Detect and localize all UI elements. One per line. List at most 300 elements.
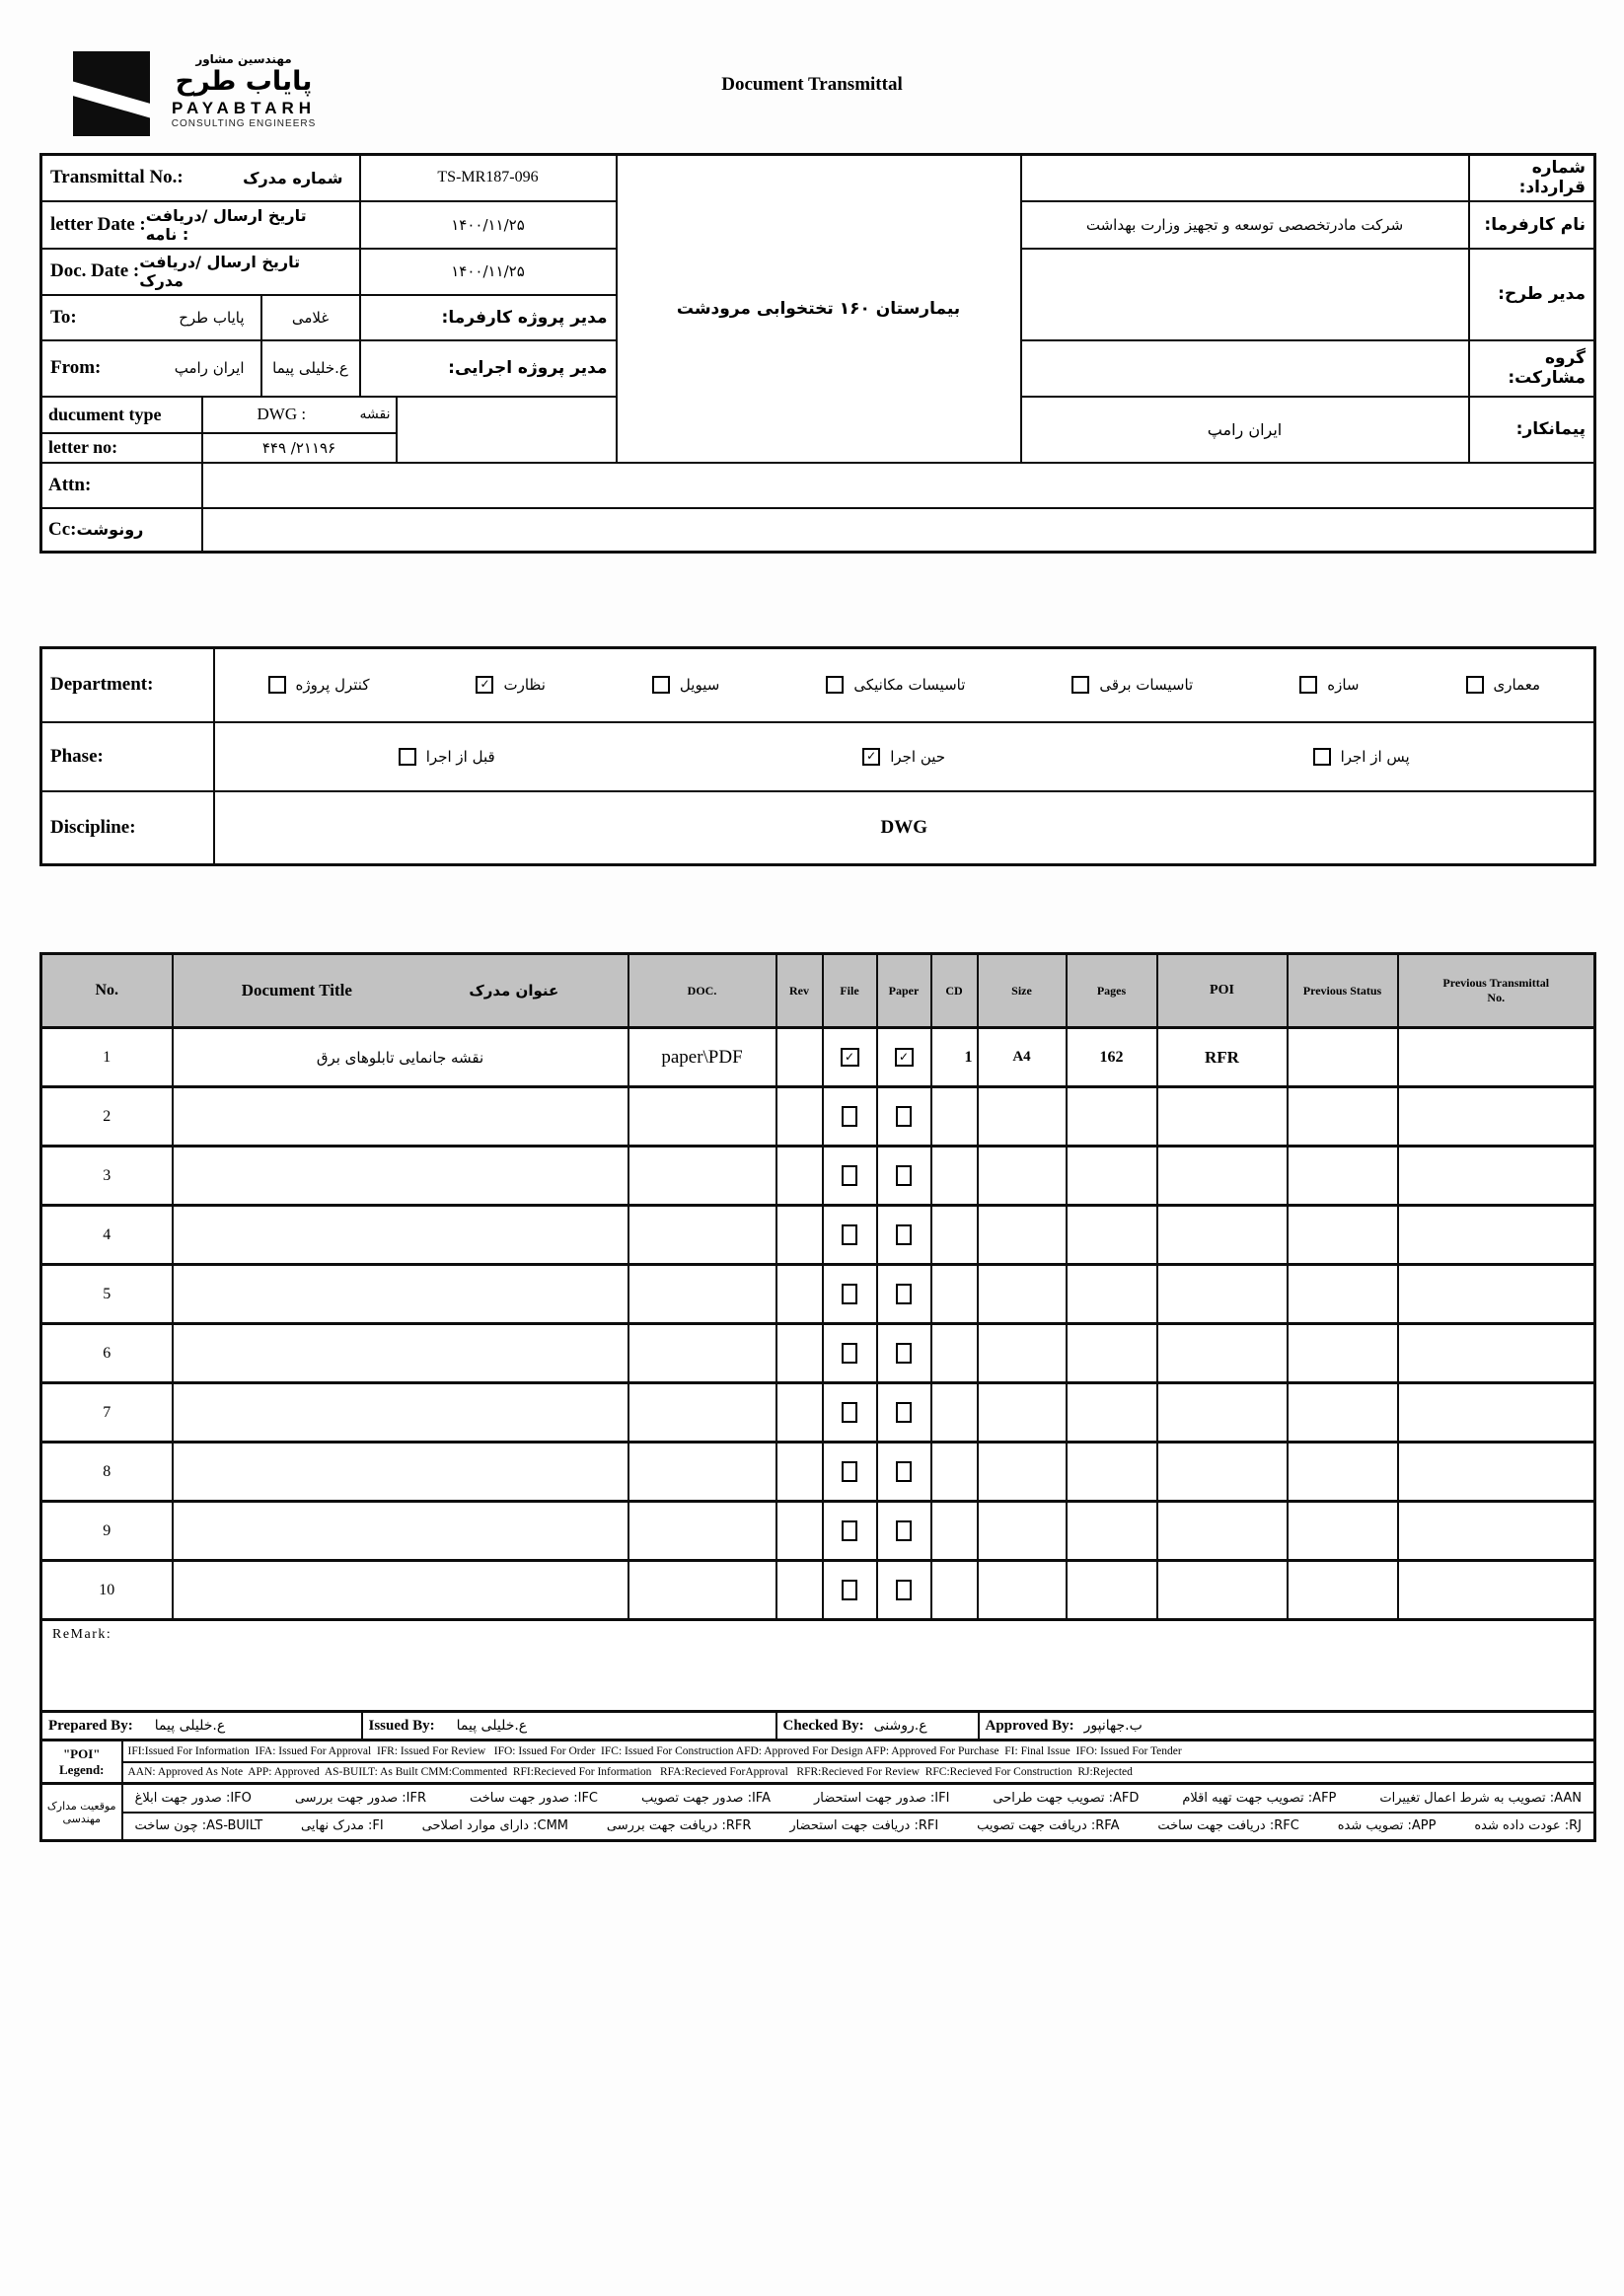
from-cell — [41, 340, 261, 397]
cell-doc-row9 — [628, 1502, 776, 1561]
letter-no-value: ۴۴۹ /۲۱۱۹۶ — [202, 433, 397, 463]
header-file: File — [823, 954, 877, 1028]
letter-no-label: letter no: — [48, 437, 118, 457]
cell-cd-row2 — [931, 1087, 978, 1147]
cell-pages-row6 — [1067, 1324, 1157, 1383]
from-person: ع.خلیلی پیما — [261, 340, 360, 397]
department-option-label: سازه — [1327, 676, 1360, 695]
cell-rev-row5 — [776, 1265, 823, 1324]
header-no: No. — [41, 954, 173, 1028]
contract-no-label: شماره قرارداد: — [1469, 155, 1595, 201]
file-checkbox-checked[interactable]: ✓ — [841, 1048, 859, 1067]
cell-paper-row9 — [877, 1502, 931, 1561]
cell-doc-row4 — [628, 1206, 776, 1265]
logo-fa-small: مهندسین مشاور — [195, 52, 292, 66]
cell-pages-row9 — [1067, 1502, 1157, 1561]
checked-by-value: ع.روشنی — [873, 1718, 927, 1734]
department-option-1[interactable] — [1299, 676, 1359, 694]
cell-prev_status-row4 — [1288, 1206, 1398, 1265]
department-option-4[interactable] — [652, 676, 719, 694]
logo-company-subtitle: CONSULTING ENGINEERS — [171, 117, 317, 129]
cell-prev_no-row2 — [1398, 1087, 1595, 1147]
header-size: Size — [978, 954, 1067, 1028]
cell-prev_no-row7 — [1398, 1383, 1595, 1443]
phase-options — [215, 748, 1594, 766]
contractor-label: پیمانکار: — [1469, 397, 1595, 463]
phase-option-2[interactable] — [399, 748, 495, 766]
cell-cd-row8 — [931, 1443, 978, 1502]
document-row-8 — [41, 1443, 1595, 1502]
poi-fa-entry: AS-BUILT: چون ساخت — [134, 1818, 263, 1834]
cell-title-row4 — [173, 1206, 628, 1265]
project-name: بیمارستان ۱۶۰ تختخوابی مرودشت — [617, 155, 1021, 463]
cell-poi-row7 — [1157, 1383, 1288, 1443]
cell-prev_status-row6 — [1288, 1324, 1398, 1383]
document-row-7 — [41, 1383, 1595, 1443]
cell-no-row5: 5 — [41, 1265, 173, 1324]
cell-file-row7 — [823, 1383, 877, 1443]
cell-doc-row5 — [628, 1265, 776, 1324]
cell-no-row3: 3 — [41, 1147, 173, 1206]
phase-option-1[interactable] — [862, 748, 945, 766]
header-title — [173, 954, 628, 1028]
file-checkbox[interactable] — [842, 1580, 857, 1600]
issued-by-cell — [362, 1712, 776, 1741]
cell-doc-row7 — [628, 1383, 776, 1443]
file-checkbox[interactable] — [842, 1106, 857, 1127]
cell-title-row6 — [173, 1324, 628, 1383]
department-options — [215, 676, 1594, 694]
attn-value — [202, 463, 1595, 508]
cell-file-row8 — [823, 1443, 877, 1502]
cell-cd-row1: 1 — [931, 1028, 978, 1087]
cell-title-row7 — [173, 1383, 628, 1443]
cell-paper-row7 — [877, 1383, 931, 1443]
info-gap-cell — [397, 397, 617, 463]
remark-cell: ReMark: — [41, 1620, 1595, 1727]
file-checkbox[interactable] — [842, 1520, 857, 1541]
transmittal-no-label-cell — [41, 155, 360, 201]
jv-group-value — [1021, 340, 1469, 397]
cell-rev-row3 — [776, 1147, 823, 1206]
cell-pages-row4 — [1067, 1206, 1157, 1265]
cell-paper-row2 — [877, 1087, 931, 1147]
cell-poi-row10 — [1157, 1561, 1288, 1620]
poi-fa-entry: FI: مدرک نهایی — [301, 1818, 384, 1834]
cell-prev_no-row4 — [1398, 1206, 1595, 1265]
poi-fa-entry: AFD: تصویب جهت طراحی — [993, 1790, 1140, 1806]
cc-value — [202, 508, 1595, 553]
cell-pages-row2 — [1067, 1087, 1157, 1147]
cell-no-row6: 6 — [41, 1324, 173, 1383]
to-person: غلامی — [261, 295, 360, 340]
department-option-6[interactable] — [268, 676, 370, 694]
department-option-2[interactable] — [1071, 676, 1193, 694]
poi-legend-en-line1: IFI:Issued For Information IFA: Issued For Approval IFR: Issued For Review IFO: Issued For Order IFC: Issued For Construction AFD: Approved For Design AFP: Approved For Purchase FI: Final Issue IFO: Issued For Tender — [122, 1741, 1595, 1762]
document-row-6 — [41, 1324, 1595, 1383]
header-title-en: Document Title — [241, 981, 352, 1000]
department-checkbox-checked[interactable]: ✓ — [476, 676, 493, 694]
header-prev-status: Previous Status — [1288, 954, 1398, 1028]
client-name-label: نام کارفرما: — [1469, 201, 1595, 249]
cell-size-row10 — [978, 1561, 1067, 1620]
cell-prev_status-row1 — [1288, 1028, 1398, 1087]
department-checkbox[interactable] — [652, 676, 670, 694]
poi-legend-fa-line1 — [123, 1791, 1594, 1806]
document-row-9 — [41, 1502, 1595, 1561]
paper-checkbox[interactable] — [896, 1580, 912, 1600]
document-row-10 — [41, 1561, 1595, 1620]
cell-prev_no-row1 — [1398, 1028, 1595, 1087]
prepared-by-value: ع.خلیلی پیما — [154, 1718, 226, 1734]
cell-paper-row5 — [877, 1265, 931, 1324]
cc-label-cell — [41, 508, 202, 553]
department-checkbox[interactable] — [268, 676, 286, 694]
header-cd: CD — [931, 954, 978, 1028]
cell-title-row10 — [173, 1561, 628, 1620]
poi-fa-entry: CMM: دارای موارد اصلاحی — [421, 1818, 569, 1834]
cell-poi-row2 — [1157, 1087, 1288, 1147]
document-row-3 — [41, 1147, 1595, 1206]
cell-title-row2 — [173, 1087, 628, 1147]
doc-type-value: DWG : — [257, 405, 307, 423]
cell-prev_status-row5 — [1288, 1265, 1398, 1324]
logo-company-name: PAYABTARH — [171, 98, 317, 117]
client-name-value: شرکت مادرتخصصی توسعه و تجهیز وزارت بهداشت — [1021, 201, 1469, 249]
document-row-1 — [41, 1028, 1595, 1087]
cell-prev_status-row2 — [1288, 1087, 1398, 1147]
contractor-value: ایران رامپ — [1021, 397, 1469, 463]
cell-rev-row1 — [776, 1028, 823, 1087]
transmittal-info-table — [39, 153, 1596, 554]
department-option-0[interactable] — [1466, 676, 1541, 694]
department-options-cell — [214, 648, 1595, 722]
header-doc: DOC. — [628, 954, 776, 1028]
page-title: Document Transmittal — [721, 74, 903, 95]
poi-legend-fa-line2 — [123, 1818, 1594, 1833]
department-checkbox[interactable] — [826, 676, 844, 694]
poi-legend-fa-table — [39, 1782, 1596, 1842]
paper-checkbox[interactable] — [896, 1224, 912, 1245]
logo-fa-big: پایاب طرح — [175, 65, 313, 97]
letter-no-label-cell — [41, 433, 202, 463]
cell-size-row5 — [978, 1265, 1067, 1324]
cell-cd-row3 — [931, 1147, 978, 1206]
jv-group-label: گروه مشارکت: — [1469, 340, 1595, 397]
cell-poi-row3 — [1157, 1147, 1288, 1206]
cell-no-row9: 9 — [41, 1502, 173, 1561]
cell-poi-row8 — [1157, 1443, 1288, 1502]
cell-rev-row9 — [776, 1502, 823, 1561]
file-checkbox[interactable] — [842, 1461, 857, 1482]
document-list-table — [39, 952, 1596, 1728]
cell-title-row1: نقشه جانمایی تابلوهای برق — [173, 1028, 628, 1087]
cell-file-row3 — [823, 1147, 877, 1206]
cell-prev_no-row9 — [1398, 1502, 1595, 1561]
cell-title-row9 — [173, 1502, 628, 1561]
classification-table — [39, 646, 1596, 866]
cell-file-row4 — [823, 1206, 877, 1265]
cell-paper-row10 — [877, 1561, 931, 1620]
cell-cd-row6 — [931, 1324, 978, 1383]
doc-type-value-fa: نقشه — [359, 407, 391, 422]
cell-paper-row4 — [877, 1206, 931, 1265]
header-paper: Paper — [877, 954, 931, 1028]
header-pages: Pages — [1067, 954, 1157, 1028]
letter-date-label-cell — [41, 201, 360, 249]
phase-label: Phase: — [41, 722, 214, 791]
document-row-4 — [41, 1206, 1595, 1265]
letter-date-value: ۱۴۰۰/۱۱/۲۵ — [360, 201, 617, 249]
poi-legend-label: "POI" Legend: — [41, 1741, 122, 1784]
cell-cd-row5 — [931, 1265, 978, 1324]
phase-option-0[interactable] — [1313, 748, 1410, 766]
cell-size-row8 — [978, 1443, 1067, 1502]
cell-rev-row7 — [776, 1383, 823, 1443]
cell-paper-row8 — [877, 1443, 931, 1502]
cell-prev_status-row8 — [1288, 1443, 1398, 1502]
cc-label-en: Cc: — [48, 518, 77, 540]
cell-doc-row8 — [628, 1443, 776, 1502]
poi-legend-fa-label: موقعیت مدارک مهندسی — [41, 1784, 122, 1841]
cell-paper-row6 — [877, 1324, 931, 1383]
department-checkbox[interactable] — [1071, 676, 1089, 694]
discipline-value: DWG — [214, 791, 1595, 865]
header-prev-transmittal: Previous Transmittal No. — [1398, 954, 1595, 1028]
cell-poi-row6 — [1157, 1324, 1288, 1383]
cell-doc-row10 — [628, 1561, 776, 1620]
poi-fa-entry: RFR: دریافت جهت بررسی — [606, 1818, 752, 1834]
cell-rev-row4 — [776, 1206, 823, 1265]
phase-checkbox[interactable] — [1313, 748, 1331, 766]
cell-poi-row1: RFR — [1157, 1028, 1288, 1087]
letter-date-label-fa: تاریخ ارسال /دریافت نامه : — [145, 205, 307, 244]
phase-option-label: قبل از اجرا — [425, 747, 495, 766]
cell-prev_status-row3 — [1288, 1147, 1398, 1206]
poi-fa-entry: RFC: دریافت جهت ساخت — [1157, 1818, 1299, 1834]
discipline-label: Discipline: — [41, 791, 214, 865]
department-option-5[interactable] — [476, 676, 545, 694]
header-title-fa: عنوان مدرک — [469, 982, 559, 1000]
file-checkbox[interactable] — [842, 1165, 857, 1186]
cell-rev-row6 — [776, 1324, 823, 1383]
phase-options-cell — [214, 722, 1595, 791]
paper-checkbox[interactable] — [896, 1343, 912, 1364]
cell-no-row1: 1 — [41, 1028, 173, 1087]
poi-fa-entry: RFI: دریافت جهت استحضار — [789, 1818, 939, 1834]
department-checkbox[interactable] — [1299, 676, 1317, 694]
document-row-5 — [41, 1265, 1595, 1324]
prepared-by-label: Prepared By: — [48, 1717, 133, 1734]
department-label: Department: — [41, 648, 214, 722]
cell-prev_status-row10 — [1288, 1561, 1398, 1620]
cell-pages-row7 — [1067, 1383, 1157, 1443]
contract-no-value — [1021, 155, 1469, 201]
client-pm-label: مدیر پروژه کارفرما: — [360, 295, 617, 340]
approved-by-cell — [979, 1712, 1595, 1741]
executive-pm-label: مدیر پروژه اجرایی: — [360, 340, 617, 397]
cell-paper-row3 — [877, 1147, 931, 1206]
cell-prev_status-row9 — [1288, 1502, 1398, 1561]
department-option-label: تاسیسات برقی — [1099, 676, 1194, 695]
cell-doc-row3 — [628, 1147, 776, 1206]
department-checkbox[interactable] — [1466, 676, 1484, 694]
cell-pages-row8 — [1067, 1443, 1157, 1502]
cell-file-row6 — [823, 1324, 877, 1383]
cell-prev_no-row3 — [1398, 1147, 1595, 1206]
cell-no-row8: 8 — [41, 1443, 173, 1502]
paper-checkbox[interactable] — [896, 1165, 912, 1186]
poi-fa-entry: IFC: صدور جهت ساخت — [469, 1790, 599, 1806]
cell-prev_no-row5 — [1398, 1265, 1595, 1324]
cell-cd-row4 — [931, 1206, 978, 1265]
cell-poi-row4 — [1157, 1206, 1288, 1265]
cell-doc-row6 — [628, 1324, 776, 1383]
cell-file-row9 — [823, 1502, 877, 1561]
checked-by-cell — [776, 1712, 979, 1741]
cell-size-row6 — [978, 1324, 1067, 1383]
cell-rev-row10 — [776, 1561, 823, 1620]
phase-checkbox-checked[interactable]: ✓ — [862, 748, 880, 766]
attn-label: Attn: — [48, 474, 92, 495]
cell-title-row3 — [173, 1147, 628, 1206]
paper-checkbox[interactable] — [896, 1106, 912, 1127]
paper-checkbox[interactable] — [896, 1520, 912, 1541]
poi-fa-entry: IFR: صدور جهت بررسی — [294, 1790, 426, 1806]
poi-legend-en-line2: AAN: Approved As Note APP: Approved AS-BUILT: As Built CMM:Commented RFI:Recieved For Information RFA:Recieved ForApproval RFR:Recieved For Review RFC:Recieved For Construction RJ:Rejected — [122, 1762, 1595, 1784]
poi-legend-table — [39, 1739, 1596, 1785]
header-poi: POI — [1157, 954, 1288, 1028]
cell-pages-row1: 162 — [1067, 1028, 1157, 1087]
file-checkbox[interactable] — [842, 1343, 857, 1364]
poi-fa-entry: AFP: تصویب جهت تهیه اقلام — [1182, 1790, 1337, 1806]
cell-file-row10 — [823, 1561, 877, 1620]
doc-date-label-fa: تاریخ ارسال /دریافت مدرک — [139, 253, 301, 290]
cell-size-row7 — [978, 1383, 1067, 1443]
approved-by-label: Approved By: — [985, 1717, 1074, 1734]
cell-poi-row9 — [1157, 1502, 1288, 1561]
transmittal-no-value: TS-MR187-096 — [360, 155, 617, 201]
file-checkbox[interactable] — [842, 1402, 857, 1423]
design-manager-label: مدیر طرح: — [1469, 249, 1595, 340]
poi-fa-entry: RFA: دریافت جهت تصویب — [977, 1818, 1120, 1834]
cell-file-row5 — [823, 1265, 877, 1324]
checked-by-label: Checked By: — [782, 1717, 864, 1734]
department-option-label: سیویل — [679, 676, 720, 695]
cell-rev-row2 — [776, 1087, 823, 1147]
cell-pages-row10 — [1067, 1561, 1157, 1620]
cell-doc-row2 — [628, 1087, 776, 1147]
to-label: To: — [50, 306, 77, 328]
prepared-by-cell — [41, 1712, 362, 1741]
transmittal-no-label-en: Transmittal No.: — [50, 167, 184, 188]
cell-prev_no-row10 — [1398, 1561, 1595, 1620]
cell-file-row1 — [823, 1028, 877, 1087]
signatures-table — [39, 1710, 1596, 1741]
cell-no-row2: 2 — [41, 1087, 173, 1147]
department-option-label: تاسیسات مکانیکی — [853, 676, 966, 695]
doc-date-label-cell — [41, 249, 360, 295]
issued-by-label: Issued By: — [368, 1717, 435, 1734]
poi-fa-entry: IFI: صدور جهت استحضار — [813, 1790, 950, 1806]
cell-cd-row7 — [931, 1383, 978, 1443]
cell-cd-row10 — [931, 1561, 978, 1620]
approved-by-value: ب.جهانپور — [1083, 1718, 1143, 1734]
paper-checkbox-checked[interactable]: ✓ — [895, 1048, 914, 1067]
doc-date-label-en: Doc. Date : — [50, 260, 140, 281]
department-option-3[interactable] — [826, 676, 965, 694]
paper-checkbox[interactable] — [896, 1284, 912, 1304]
department-option-label: نظارت — [503, 676, 546, 695]
header-rev: Rev — [776, 954, 823, 1028]
cell-prev_no-row8 — [1398, 1443, 1595, 1502]
phase-checkbox[interactable] — [399, 748, 416, 766]
department-option-label: کنترل پروژه — [295, 676, 370, 695]
cell-doc-row1: paper\PDF — [628, 1028, 776, 1087]
cell-cd-row9 — [931, 1502, 978, 1561]
from-value: ایران رامپ — [174, 359, 245, 377]
document-row-2 — [41, 1087, 1595, 1147]
cell-poi-row5 — [1157, 1265, 1288, 1324]
cell-paper-row1 — [877, 1028, 931, 1087]
doc-type-value-cell — [202, 397, 397, 433]
poi-legend-fa-line1-cell — [122, 1784, 1595, 1813]
doc-type-label-cell — [41, 397, 202, 433]
poi-fa-entry: AAN: تصویب به شرط اعمال تغییرات — [1379, 1790, 1582, 1806]
cell-no-row7: 7 — [41, 1383, 173, 1443]
cell-file-row2 — [823, 1087, 877, 1147]
poi-legend-fa-line2-cell — [122, 1813, 1595, 1841]
poi-fa-entry: IFA: صدور جهت تصویب — [640, 1790, 771, 1806]
cell-size-row4 — [978, 1206, 1067, 1265]
cell-pages-row3 — [1067, 1147, 1157, 1206]
poi-fa-entry: RJ: عودت داده شده — [1474, 1818, 1582, 1834]
attn-label-cell — [41, 463, 202, 508]
cell-size-row2 — [978, 1087, 1067, 1147]
doc-date-value: ۱۴۰۰/۱۱/۲۵ — [360, 249, 617, 295]
cell-title-row8 — [173, 1443, 628, 1502]
document-table-header-row — [41, 954, 1595, 1028]
phase-option-label: حین اجرا — [890, 747, 946, 766]
cell-pages-row5 — [1067, 1265, 1157, 1324]
cell-rev-row8 — [776, 1443, 823, 1502]
letter-date-label-en: letter Date : — [50, 213, 146, 235]
file-checkbox[interactable] — [842, 1224, 857, 1245]
phase-option-label: پس از اجرا — [1340, 747, 1410, 766]
department-option-label: معماری — [1493, 676, 1540, 695]
cell-size-row3 — [978, 1147, 1067, 1206]
cell-no-row4: 4 — [41, 1206, 173, 1265]
paper-checkbox[interactable] — [896, 1461, 912, 1482]
paper-checkbox[interactable] — [896, 1402, 912, 1423]
file-checkbox[interactable] — [842, 1284, 857, 1304]
cell-title-row5 — [173, 1265, 628, 1324]
design-manager-value — [1021, 249, 1469, 340]
from-label: From: — [50, 357, 102, 378]
cell-prev_no-row6 — [1398, 1324, 1595, 1383]
doc-type-label: ducument type — [48, 404, 162, 424]
to-value: پایاب طرح — [179, 308, 245, 327]
issued-by-value: ع.خلیلی پیما — [456, 1718, 528, 1734]
cell-size-row1: A4 — [978, 1028, 1067, 1087]
cc-label-fa: رونوشت — [76, 520, 144, 540]
poi-fa-entry: APP: تصویب شده — [1337, 1818, 1437, 1834]
transmittal-no-label-fa: شماره مدرک — [243, 168, 343, 187]
cell-prev_status-row7 — [1288, 1383, 1398, 1443]
cell-size-row9 — [978, 1502, 1067, 1561]
to-cell — [41, 295, 261, 340]
cell-no-row10: 10 — [41, 1561, 173, 1620]
